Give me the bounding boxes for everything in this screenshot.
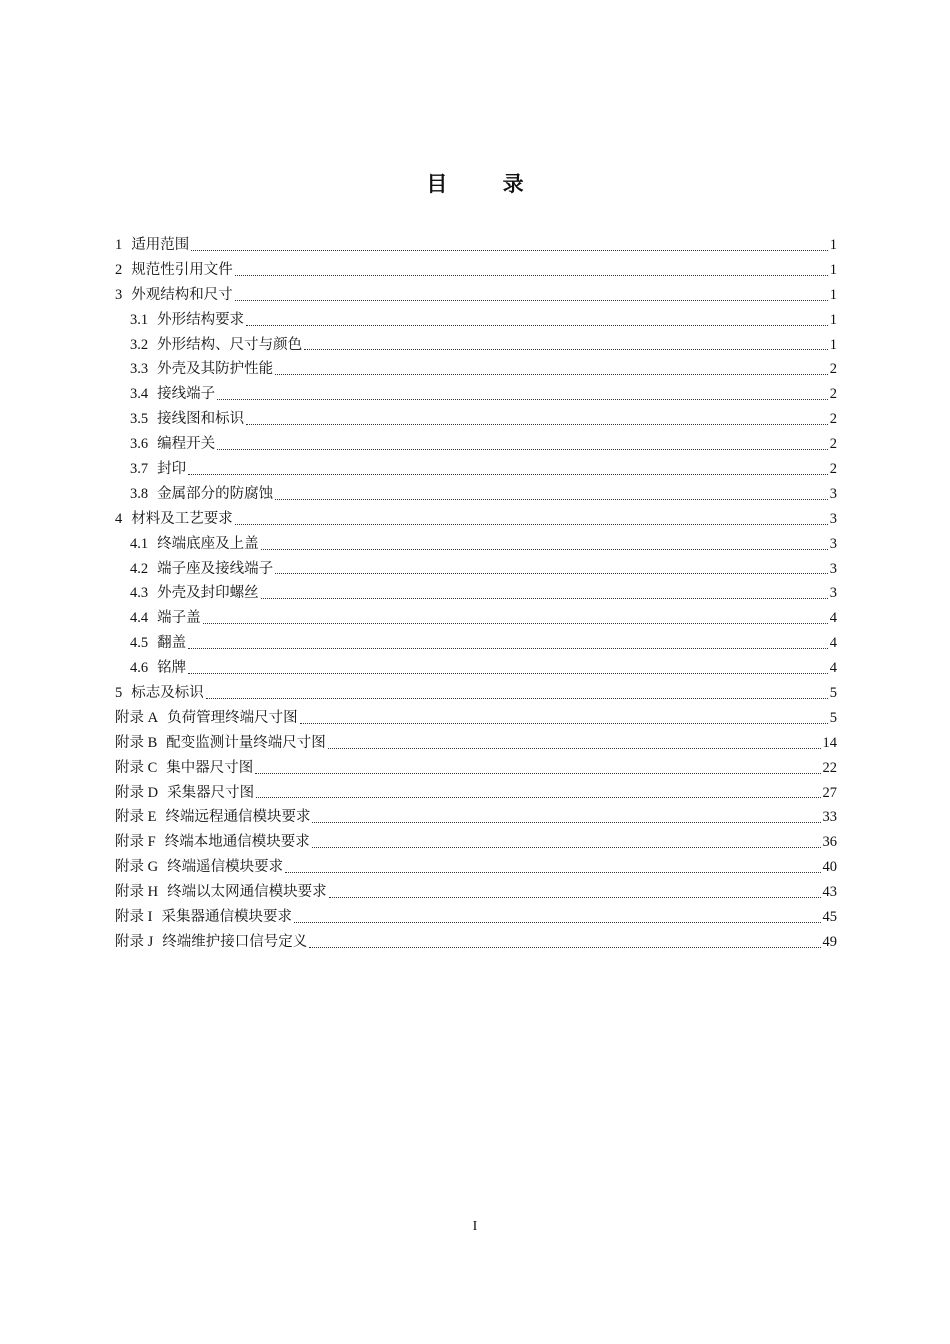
toc-entry-title: 终端底座及上盖 — [157, 535, 259, 552]
dot-leader — [246, 325, 828, 326]
dot-leader — [261, 549, 828, 550]
toc-entry-title: 采集器通信模块要求 — [161, 909, 292, 926]
toc-entry-page: 3 — [829, 485, 837, 502]
toc-entry[interactable] — [115, 606, 837, 631]
dot-leader — [217, 449, 828, 450]
dot-leader — [206, 698, 828, 699]
toc-entry-title: 终端遥信模块要求 — [167, 859, 284, 876]
toc-entry[interactable] — [115, 681, 837, 706]
toc-entry-page: 1 — [829, 261, 837, 278]
toc-entry[interactable] — [115, 706, 837, 731]
toc-entry-page: 1 — [829, 336, 837, 353]
toc-entry-number: 附录 A — [115, 709, 159, 726]
toc-entry-number: 3.8 — [130, 485, 149, 502]
toc-entry-page: 2 — [829, 411, 837, 428]
dot-leader — [235, 524, 828, 525]
toc-entry-title: 编程开关 — [157, 436, 216, 453]
toc-entry-number: 附录 B — [115, 734, 158, 751]
toc-entry[interactable] — [115, 233, 837, 258]
toc-entry-title: 规范性引用文件 — [131, 261, 233, 278]
dot-leader — [235, 300, 828, 301]
toc-entry-title: 标志及标识 — [131, 685, 204, 702]
toc-entry-number: 附录 G — [115, 859, 159, 876]
toc-entry[interactable] — [115, 283, 837, 308]
toc-entry-page: 45 — [822, 909, 837, 926]
toc-entry-number: 3.2 — [130, 336, 149, 353]
toc-entry-page: 1 — [829, 286, 837, 303]
dot-leader — [188, 474, 828, 475]
dot-leader — [203, 623, 828, 624]
toc-entry-number: 3.4 — [130, 386, 149, 403]
toc-entry-title: 终端远程通信模块要求 — [165, 809, 311, 826]
toc-entry[interactable] — [115, 308, 837, 333]
dot-leader — [285, 872, 820, 873]
table-of-contents — [115, 233, 837, 955]
toc-entry[interactable] — [115, 830, 837, 855]
toc-entry-number: 附录 C — [115, 759, 158, 776]
dot-leader — [294, 922, 821, 923]
toc-entry[interactable] — [115, 333, 837, 358]
toc-entry[interactable] — [115, 357, 837, 382]
toc-entry-page: 2 — [829, 436, 837, 453]
toc-entry-number: 3 — [115, 286, 123, 303]
toc-entry-page: 14 — [822, 734, 837, 751]
toc-entry[interactable] — [115, 880, 837, 905]
toc-entry[interactable] — [115, 581, 837, 606]
toc-entry-title: 外观结构和尺寸 — [131, 286, 233, 303]
toc-entry-page: 33 — [822, 809, 837, 826]
toc-entry-number: 附录 I — [115, 909, 153, 926]
toc-entry[interactable] — [115, 930, 837, 955]
dot-leader — [329, 897, 821, 898]
toc-entry-number: 4 — [115, 510, 123, 527]
toc-entry-number: 4.2 — [130, 560, 149, 577]
toc-entry-title: 外壳及封印螺丝 — [157, 585, 259, 602]
dot-leader — [188, 673, 828, 674]
dot-leader — [328, 748, 821, 749]
dot-leader — [256, 797, 820, 798]
dot-leader — [191, 250, 828, 251]
toc-entry[interactable] — [115, 656, 837, 681]
dot-leader — [300, 723, 828, 724]
toc-entry[interactable] — [115, 432, 837, 457]
toc-entry[interactable] — [115, 731, 837, 756]
toc-entry-number: 3.1 — [130, 311, 149, 328]
toc-entry-number: 4.1 — [130, 535, 149, 552]
toc-entry-number: 2 — [115, 261, 123, 278]
toc-entry-number: 4.6 — [130, 660, 149, 677]
toc-entry-page: 22 — [822, 759, 837, 776]
toc-entry-page: 1 — [829, 311, 837, 328]
toc-entry-page: 3 — [829, 535, 837, 552]
toc-entry-title: 终端维护接口信号定义 — [162, 933, 308, 950]
toc-entry-title: 端子座及接线端子 — [157, 560, 274, 577]
toc-entry-number: 附录 F — [115, 834, 156, 851]
toc-entry-page: 1 — [829, 236, 837, 253]
page-number: I — [472, 1219, 478, 1234]
toc-entry-number: 3.3 — [130, 361, 149, 378]
toc-entry[interactable] — [115, 382, 837, 407]
toc-entry-title: 采集器尺寸图 — [167, 784, 255, 801]
toc-entry-number: 5 — [115, 685, 123, 702]
dot-leader — [312, 822, 820, 823]
dot-leader — [275, 374, 828, 375]
toc-entry-title: 配变监测计量终端尺寸图 — [166, 734, 326, 751]
toc-entry-page: 36 — [822, 834, 837, 851]
toc-entry-number: 3.6 — [130, 436, 149, 453]
toc-entry[interactable] — [115, 855, 837, 880]
toc-entry-title: 集中器尺寸图 — [166, 759, 254, 776]
toc-entry-page: 2 — [829, 361, 837, 378]
toc-entry-number: 4.5 — [130, 635, 149, 652]
toc-entry-title: 外形结构要求 — [157, 311, 245, 328]
toc-entry-title: 接线端子 — [157, 386, 216, 403]
toc-entry-title: 适用范围 — [131, 236, 190, 253]
dot-leader — [255, 773, 820, 774]
toc-entry[interactable] — [115, 457, 837, 482]
toc-entry-number: 1 — [115, 236, 123, 253]
toc-entry-page: 4 — [829, 635, 837, 652]
toc-entry[interactable] — [115, 781, 837, 806]
toc-entry-number: 4.3 — [130, 585, 149, 602]
toc-entry[interactable] — [115, 532, 837, 557]
toc-entry-page: 27 — [822, 784, 837, 801]
dot-leader — [217, 399, 828, 400]
dot-leader — [309, 947, 820, 948]
toc-entry-number: 附录 E — [115, 809, 157, 826]
toc-entry-title: 终端本地通信模块要求 — [164, 834, 310, 851]
toc-entry[interactable] — [115, 756, 837, 781]
toc-entry[interactable] — [115, 631, 837, 656]
toc-entry-title: 翻盖 — [157, 635, 187, 652]
toc-entry-number: 附录 J — [115, 933, 154, 950]
dot-leader — [312, 847, 821, 848]
toc-entry-page: 40 — [822, 859, 837, 876]
toc-entry-title: 金属部分的防腐蚀 — [157, 485, 274, 502]
toc-entry-title: 封印 — [157, 461, 187, 477]
toc-entry-number: 3.7 — [130, 461, 149, 477]
toc-entry-number: 4.4 — [130, 610, 149, 627]
toc-entry-title: 终端以太网通信模块要求 — [167, 884, 327, 901]
toc-entry[interactable] — [115, 407, 837, 432]
toc-entry[interactable] — [115, 258, 837, 283]
toc-entry-title: 负荷管理终端尺寸图 — [167, 709, 298, 726]
toc-entry-page: 3 — [829, 585, 837, 602]
toc-entry[interactable] — [115, 905, 837, 930]
dot-leader — [261, 598, 828, 599]
dot-leader — [188, 648, 828, 649]
toc-entry[interactable] — [115, 805, 837, 830]
toc-entry-page: 2 — [829, 386, 837, 403]
toc-entry-page: 3 — [829, 560, 837, 577]
toc-entry[interactable] — [115, 507, 837, 532]
toc-entry[interactable] — [115, 557, 837, 582]
toc-entry-number: 附录 D — [115, 784, 159, 801]
toc-entry-title: 外形结构、尺寸与颜色 — [157, 336, 303, 353]
toc-entry-title: 铭牌 — [157, 660, 187, 677]
page-title: 目 录 — [426, 172, 548, 196]
dot-leader — [275, 499, 828, 500]
toc-entry-page: 2 — [829, 461, 837, 477]
dot-leader — [235, 275, 828, 276]
toc-entry-title: 端子盖 — [157, 610, 201, 627]
toc-entry-number: 附录 H — [115, 884, 159, 901]
toc-entry-title: 材料及工艺要求 — [131, 510, 233, 527]
dot-leader — [304, 349, 828, 350]
toc-entry-page: 3 — [829, 510, 837, 527]
dot-leader — [246, 424, 828, 425]
toc-entry[interactable] — [115, 482, 837, 507]
toc-entry-page: 5 — [829, 685, 837, 702]
toc-entry-page: 5 — [829, 709, 837, 726]
toc-entry-title: 接线图和标识 — [157, 411, 245, 428]
toc-entry-number: 3.5 — [130, 411, 149, 428]
toc-entry-page: 49 — [822, 933, 837, 950]
toc-entry-page: 43 — [822, 884, 837, 901]
dot-leader — [275, 573, 828, 574]
toc-entry-page: 4 — [829, 610, 837, 627]
toc-entry-page: 4 — [829, 660, 837, 677]
toc-entry-title: 外壳及其防护性能 — [157, 361, 274, 378]
